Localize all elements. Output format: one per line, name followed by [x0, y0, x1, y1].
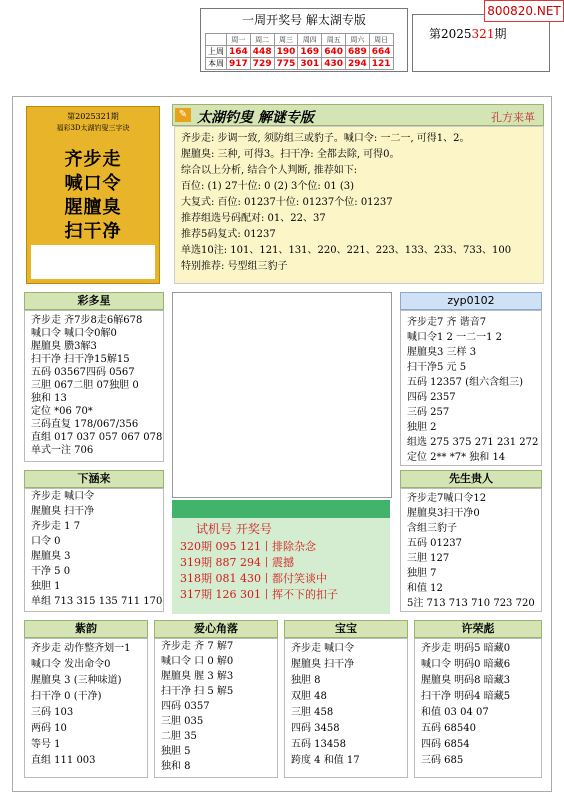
panel-line: 三胆 458 — [291, 707, 334, 718]
book-icon: ✎ — [175, 108, 191, 122]
weekly-draw-box — [200, 8, 408, 72]
weekday: 周二 — [250, 34, 274, 46]
analysis-line: 腥膻臭: 三种, 可得3。扫干净: 全都去除, 可得0。 — [181, 149, 400, 160]
prize-header-bar — [172, 500, 390, 518]
row-label: 本周 — [206, 58, 227, 70]
panel-line: 直组 017 037 057 067 078 — [31, 432, 163, 443]
panel-line: 腥膻臭 扫干净 — [31, 506, 95, 517]
weekday: 周六 — [345, 34, 369, 46]
panel-xianshengguiren — [400, 488, 542, 612]
panel-line: 独胆 2 — [407, 422, 437, 433]
weekday: 周三 — [274, 34, 298, 46]
panel-line: 喊口令 口 0 解0 — [161, 656, 234, 667]
analysis-line: 齐步走: 步调一致, 须防组三或豹子。喊口令: 一二一, 可得1、2。 — [181, 133, 470, 144]
panel-title: 下涵来 — [24, 470, 164, 488]
panel-line: 喊口令1 2 一二一1 2 — [407, 332, 502, 343]
analysis-line: 推荐5码复式: 01237 — [181, 229, 276, 240]
panel-zyp — [400, 310, 542, 466]
panel-line: 单组 713 315 135 711 170 — [31, 596, 163, 607]
panel-line: 腥膻臭 腥 3 解3 — [161, 671, 234, 682]
panel-title: 先生贵人 — [400, 470, 542, 488]
panel-line: 三码 103 — [31, 707, 74, 718]
draw-number: 164 — [227, 46, 251, 58]
riddle-line: 齐步走 — [64, 149, 122, 170]
panel-line: 两码 10 — [31, 723, 67, 734]
draw-number: 640 — [322, 46, 346, 58]
draw-number: 169 — [298, 46, 322, 58]
panel-line: 和值 12 — [407, 583, 443, 594]
weekly-draw-table — [205, 33, 394, 70]
draw-number: 689 — [345, 46, 369, 58]
panel-line: 定位 2** *7* 独和 14 — [407, 452, 506, 463]
panel-line: 腥膻臭3 三样 3 — [407, 347, 477, 358]
panel-line: 独胆 7 — [407, 568, 437, 579]
draw-number: 301 — [298, 58, 322, 70]
panel-line: 五码 03567四码 0567 — [31, 367, 135, 378]
analysis-line: 百位: (1) 27十位: 0 (2) 3个位: 01 (3) — [181, 181, 355, 192]
gold-card — [26, 106, 160, 284]
prize-history-box — [172, 500, 390, 614]
panel-line: 口令 0 — [31, 536, 61, 547]
analysis-line: 特别推荐: 号型组三豹子 — [181, 261, 288, 272]
panel-ziyun — [24, 638, 148, 778]
panel-line: 齐步走7 齐 谐音7 — [407, 317, 487, 328]
panel-line: 喊口令 喊口令0解0 — [31, 328, 117, 339]
gold-card-subtitle: 福彩3D太湖钓叟三字诀 — [56, 124, 130, 132]
panel-line: 五码 12357 (组六含组三) — [407, 377, 523, 388]
panel-line: 独胆 8 — [291, 675, 321, 686]
panel-line: 齐步走 明码5 暗藏0 — [421, 643, 511, 654]
weekday: 周日 — [369, 34, 393, 46]
panel-line: 扫干净5 元 5 — [407, 362, 467, 373]
analysis-line: 单选10注: 101、121、131、220、221、223、133、233、733、100 — [181, 245, 512, 256]
panel-title: 紫韵 — [24, 620, 148, 638]
panel-line: 齐步走 齐 7 解7 — [161, 641, 234, 652]
panel-title: 宝宝 — [284, 620, 408, 638]
panel-title: zyp0102 — [400, 292, 542, 310]
analysis-author: 孔方来革 — [491, 111, 535, 124]
panel-line: 三胆 127 — [407, 553, 450, 564]
draw-number: 121 — [369, 58, 393, 70]
panel-line: 五码 01237 — [407, 538, 462, 549]
weekly-draw-title: 一周开奖号 解太湖专版 — [242, 13, 366, 27]
panel-line: 齐步走 喊口令 — [31, 491, 95, 502]
panel-line: 腥膻臭 3 (三种味道) — [31, 675, 122, 686]
draw-number: 917 — [227, 58, 251, 70]
panel-line: 独胆 1 — [31, 581, 61, 592]
draw-number: 430 — [322, 58, 346, 70]
panel-line: 腥膻臭 3 — [31, 551, 71, 562]
panel-line: 腥膻臭3扫干净0 — [407, 508, 480, 519]
panel-line: 齐步走 齐7步8走6解678 — [31, 315, 143, 326]
last-week-row — [206, 46, 394, 58]
analysis-line: 综合以上分析, 结合个人判断, 推荐如下: — [181, 165, 358, 176]
panel-line: 四码 0357 — [161, 701, 210, 712]
panel-line: 齐步走 动作整齐划一1 — [31, 643, 131, 654]
site-watermark: 800820.NET — [484, 0, 564, 22]
panel-line: 独胆 5 — [161, 746, 191, 757]
panel-line: 单式一注 706 — [31, 445, 94, 456]
panel-line: 三码 685 — [421, 755, 464, 766]
gold-card-title: 第2025321期 — [67, 112, 119, 121]
weekday: 周四 — [298, 34, 322, 46]
analysis-box — [174, 126, 544, 284]
panel-line: 三胆 067二胆 07独胆 0 — [31, 380, 139, 391]
panel-line: 含组三豹子 — [407, 523, 457, 534]
prize-header: 试机号 开奖号 — [196, 522, 272, 536]
analysis-banner-title: 太湖钓叟 解谜专版 — [197, 110, 314, 126]
panel-line: 跨度 4 和值 17 — [291, 755, 360, 766]
panel-line: 齐步走7喊口令12 — [407, 493, 487, 504]
panel-line: 扫干净 明码4 暗藏5 — [421, 691, 511, 702]
panel-line: 独和 8 — [161, 761, 191, 772]
panel-line: 齐步走 喊口令 — [291, 643, 355, 654]
panel-line: 扫干净 0 (干净) — [31, 691, 102, 702]
panel-line: 腥膻臭 扫干净 — [291, 659, 355, 670]
panel-line: 干净 5 0 — [31, 566, 71, 577]
riddle-line: 喊口令 — [64, 173, 122, 194]
draw-number: 729 — [250, 58, 274, 70]
prize-row: 319期 887 294丨震撼 — [180, 556, 294, 569]
draw-number: 294 — [345, 58, 369, 70]
row-label: 上周 — [206, 46, 227, 58]
panel-title: 许荣彪 — [414, 620, 542, 638]
center-blank-box — [172, 292, 392, 498]
panel-title: 彩多星 — [24, 292, 164, 310]
this-week-row — [206, 58, 394, 70]
panel-caiduoxing — [24, 310, 164, 462]
panel-line: 等号 1 — [31, 739, 61, 750]
panel-zhuxiaoqin — [414, 638, 542, 778]
draw-number: 664 — [369, 46, 393, 58]
panel-line: 腥膻臭 明码8 暗藏3 — [421, 675, 511, 686]
panel-xiahanlai — [24, 488, 164, 612]
panel-line: 定位 *06 70* — [31, 406, 93, 417]
panel-line: 四码 6854 — [421, 739, 470, 750]
panel-line: 腥膻臭 臜3解3 — [31, 341, 97, 352]
panel-line: 组选 275 375 271 231 272 — [407, 437, 539, 448]
prize-row: 317期 126 301丨挥不下的扣子 — [180, 588, 338, 601]
panel-line: 5注 713 713 710 723 720 — [407, 598, 535, 609]
panel-line: 喊口令 发出命令0 — [31, 659, 111, 670]
issue-label: 第2025321期 — [429, 27, 507, 41]
panel-line: 三胆 035 — [161, 716, 204, 727]
panel-line: 三码直复 178/067/356 — [31, 419, 139, 430]
panel-line: 齐步走 1 7 — [31, 521, 81, 532]
panel-line: 和值 03 04 07 — [421, 707, 489, 718]
panel-line: 独和 13 — [31, 393, 67, 404]
draw-number: 190 — [274, 46, 298, 58]
panel-line: 双胆 48 — [291, 691, 327, 702]
panel-line: 四码 3458 — [291, 723, 340, 734]
panel-aixinjiaoluo — [154, 638, 278, 778]
prize-row: 318期 081 430丨都付笑谈中 — [180, 572, 327, 585]
panel-baobao — [284, 638, 408, 778]
panel-line: 二胆 35 — [161, 731, 197, 742]
analysis-line: 推荐组选号码配对: 01、22、37 — [181, 213, 326, 224]
riddle-line: 扫干净 — [64, 221, 122, 242]
panel-line: 四码 2357 — [407, 392, 456, 403]
weekday: 周一 — [227, 34, 251, 46]
issue-box — [412, 14, 550, 72]
prize-row: 320期 095 121丨排除杂念 — [180, 540, 316, 553]
analysis-line: 大复式: 百位: 01237十位: 01237个位: 01237 — [181, 197, 393, 208]
draw-number: 775 — [274, 58, 298, 70]
weekday: 周五 — [322, 34, 346, 46]
riddle-line: 腥膻臭 — [64, 197, 122, 218]
panel-line: 三码 257 — [407, 407, 450, 418]
panel-line: 五码 13458 — [291, 739, 346, 750]
analysis-banner — [172, 104, 544, 126]
gold-card-blank — [31, 245, 155, 279]
weekday-row — [206, 34, 394, 46]
panel-line: 喊口令 明码0 暗藏6 — [421, 659, 511, 670]
issue-number: 321 — [471, 27, 495, 41]
panel-line: 五码 68540 — [421, 723, 476, 734]
panel-line: 扫干净 扫 5 解5 — [161, 686, 234, 697]
panel-line: 扫干净 扫干净15解15 — [31, 354, 130, 365]
draw-number: 448 — [250, 46, 274, 58]
panel-line: 直组 111 003 — [31, 755, 96, 766]
panel-title: 爱心角落 — [154, 620, 278, 638]
